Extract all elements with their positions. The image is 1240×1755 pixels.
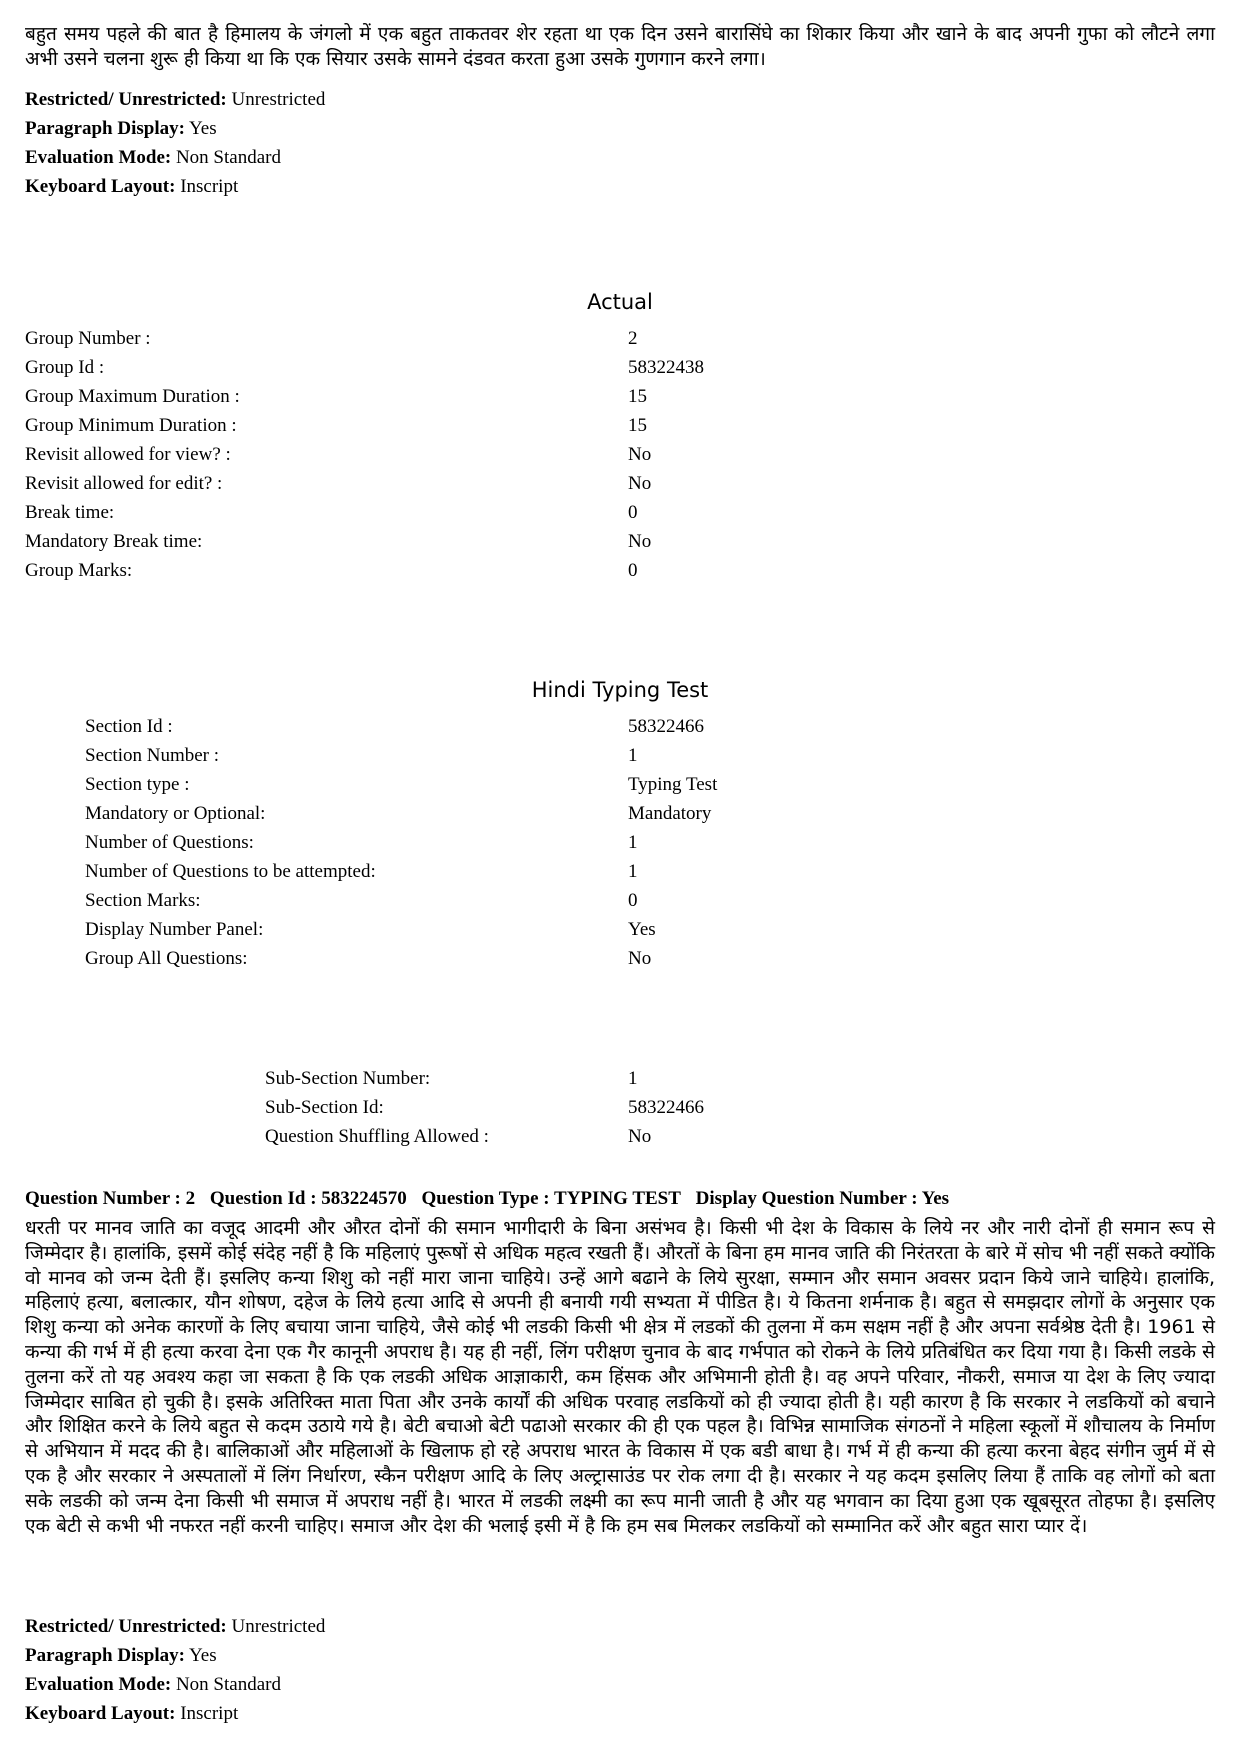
section-row: [85, 828, 785, 857]
display-question-number: Display Question Number : Yes: [695, 1188, 950, 1209]
meta-label: Keyboard Layout:: [25, 176, 176, 197]
section-label: Group All Questions:: [85, 948, 248, 969]
meta-label: Restricted/ Unrestricted:: [25, 1616, 227, 1637]
section-label: Display Number Panel:: [85, 919, 264, 940]
meta-row: [25, 1641, 325, 1670]
group-value: No: [628, 473, 652, 494]
meta-value: Non Standard: [175, 147, 281, 168]
group-value: No: [628, 531, 652, 552]
section-row: [85, 944, 785, 973]
subsection-label: Question Shuffling Allowed :: [265, 1126, 489, 1147]
meta-row: [25, 1670, 325, 1699]
section-row: [85, 712, 785, 741]
group-label: Group Marks:: [25, 560, 133, 581]
meta-row: [25, 172, 325, 201]
group-label: Group Maximum Duration :: [25, 386, 240, 407]
section-row: [85, 886, 785, 915]
group-value: 15: [628, 386, 647, 407]
section-label: Number of Questions:: [85, 832, 254, 853]
section-row: [85, 915, 785, 944]
meta-label: Restricted/ Unrestricted:: [25, 89, 227, 110]
meta-value: Unrestricted: [231, 89, 326, 110]
subsection-value: 1: [628, 1068, 638, 1089]
group-value: 2: [628, 328, 638, 349]
meta-label: Evaluation Mode:: [25, 1674, 172, 1695]
meta-label: Paragraph Display:: [25, 1645, 185, 1666]
group-row: [25, 440, 725, 469]
subsection-label: Sub-Section Id:: [265, 1097, 384, 1118]
meta-label: Paragraph Display:: [25, 118, 185, 139]
group-label: Group Id :: [25, 357, 105, 378]
section-label: Mandatory or Optional:: [85, 803, 266, 824]
meta-value: Non Standard: [175, 1674, 281, 1695]
meta-top: [25, 85, 325, 201]
section-value: 0: [628, 890, 638, 911]
section-label: Section Marks:: [85, 890, 201, 911]
section-title: Hindi Typing Test: [531, 678, 709, 702]
section-value: Mandatory: [628, 803, 712, 824]
question-id: Question Id : 583224570: [209, 1188, 407, 1209]
group-row: [25, 411, 725, 440]
subsection-row: [265, 1122, 765, 1151]
section-value: 58322466: [628, 716, 704, 737]
section-value: 1: [628, 745, 638, 766]
section-row: [85, 799, 785, 828]
meta-row: [25, 1612, 325, 1641]
group-label: Group Minimum Duration :: [25, 415, 237, 436]
meta-label: Evaluation Mode:: [25, 147, 172, 168]
group-value: 0: [628, 560, 638, 581]
subsection-value: No: [628, 1126, 652, 1147]
section-row: [85, 741, 785, 770]
group-details: [25, 324, 725, 585]
section-value: Yes: [628, 919, 656, 940]
subsection-value: 58322466: [628, 1097, 704, 1118]
section-label: Number of Questions to be attempted:: [85, 861, 376, 882]
group-value: 0: [628, 502, 638, 523]
meta-row: [25, 143, 325, 172]
meta-label: Keyboard Layout:: [25, 1703, 176, 1724]
group-label: Group Number :: [25, 328, 151, 349]
question-type: Question Type : TYPING TEST: [421, 1188, 681, 1209]
section-row: [85, 770, 785, 799]
group-row: [25, 324, 725, 353]
question-header: [25, 1188, 959, 1210]
group-row: [25, 498, 725, 527]
section-value: Typing Test: [628, 774, 718, 795]
subsection-row: [265, 1093, 765, 1122]
subsection-row: [265, 1064, 765, 1093]
meta-value: Unrestricted: [231, 1616, 326, 1637]
section-row: [85, 857, 785, 886]
section-label: Section Number :: [85, 745, 220, 766]
group-label: Mandatory Break time:: [25, 531, 203, 552]
group-value: 15: [628, 415, 647, 436]
subsection-label: Sub-Section Number:: [265, 1068, 431, 1089]
meta-row: [25, 114, 325, 143]
section-value: 1: [628, 861, 638, 882]
top-paragraph: बहुत समय पहले की बात है हिमालय के जंगलो में एक बहुत ताकतवर शेर रहता था एक दिन उसने बारासिंघे का शिकार किया और खाने के बाद अपनी गुफा को लौटने लगा अभी उसने चलना शुरू ही किया था कि एक सियार उसके सामने दंडवत करता हुआ उसके गुणगान करने लगा।: [25, 23, 1215, 70]
meta-value: Yes: [188, 1645, 217, 1666]
group-label: Revisit allowed for edit? :: [25, 473, 223, 494]
group-row: [25, 353, 725, 382]
group-title: Actual: [587, 290, 653, 314]
group-value: No: [628, 444, 652, 465]
group-row: [25, 527, 725, 556]
section-details: [85, 712, 785, 973]
meta-row: [25, 85, 325, 114]
group-row: [25, 556, 725, 585]
meta-value: Yes: [188, 118, 217, 139]
meta-value: Inscript: [180, 176, 239, 197]
section-value: 1: [628, 832, 638, 853]
section-value: No: [628, 948, 652, 969]
question-number: Question Number : 2: [25, 1188, 196, 1209]
group-row: [25, 382, 725, 411]
section-label: Section Id :: [85, 716, 173, 737]
meta-value: Inscript: [180, 1703, 239, 1724]
group-label: Revisit allowed for view? :: [25, 444, 231, 465]
section-label: Section type :: [85, 774, 190, 795]
subsection-details: [265, 1064, 765, 1151]
group-label: Break time:: [25, 502, 115, 523]
group-value: 58322438: [628, 357, 704, 378]
question-paragraph: धरती पर मानव जाति का वजूद आदमी और औरत दोनों की समान भागीदारी के बिना असंभव है। किसी भी देश के विकास के लिये नर और नारी दोनों ही समान रूप से जिम्मेदार है। हालांकि, इसमें कोई संदेह नहीं है कि महिलाएं पुरूषों से अधिक महत्व रखती हैं। औरतों के बिना हम मानव जाति की निरंतरता के बारे में सोच भी नहीं सकते क्योंकि वो मानव को जन्म देती हैं। इसलिए कन्या शिशु को नहीं मारा जाना चाहिये। उन्हें आगे बढाने के लिये सुरक्षा, सम्मान और समान अवसर प्रदान किये जाने चाहिये। हालांकि, महिलाएं हत्या, बलात्कार, यौन शोषण, दहेज के लिये हत्या आदि से अपनी ही बनायी गयी सभ्यता में पीडित है। ये कितना शर्मनाक है। बहुत से समझदार लोगों के अनुसार एक शिशु कन्या को अनेक कारणों के लिए बचाया जाना चाहिये, जैसे कोई भी लडकी किसी भी क्षेत्र में लडकों की तुलना में कम सक्षम नहीं है और अपना सर्वश्रेष्ठ देती है। 1961 से कन्या की गर्भ में ही हत्या करवा देना एक गैर कानूनी अपराध है। यह ही नहीं, लिंग परीक्षण चुनाव के बाद गर्भपात को रोकने के लिये प्रतिबंधित कर दिया गया है। किसी लडके से तुलना करें तो यह अवश्य कहा जा सकता है कि एक लडकी अधिक आज्ञाकारी, कम हिंसक और अभिमानी होती है। वह अपने परिवार, नौकरी, समाज या देश के लिए ज्यादा जिम्मेदार साबित हो चुकी है। इसके अतिरिक्त माता पिता और उनके कार्यों की अधिक परवाह लडकियों को ही ज्यादा होती है। यही कारण है कि सरकार ने लडकियों को बचाने और शिक्षित करने के लिये बहुत से कदम उठाये गये है। बेटी बचाओ बेटी पढाओ सरकार की ही एक पहल है। विभिन्न सामाजिक संगठनों ने महिला स्कूलों में शौचालय के निर्माण से अभियान में मदद की है। बालिकाओं और महिलाओं के खिलाफ हो रहे अपराध भारत के विकास में एक बडी बाधा है। गर्भ में ही कन्या की हत्या करना बेहद संगीन जुर्म में से एक है और सरकार ने अस्पतालों में लिंग निर्धारण, स्कैन परीक्षण आदि के लिए अल्ट्रासाउंड पर रोक लगा दी है। सरकार ने यह कदम इसलिए लिया हैं ताकि वह लोगों को बता सके लडकी को जन्म देना किसी भी समाज में अपराध नहीं है। भारत में लडकी लक्ष्मी का रूप मानी जाती है और यह भगवान का दिया हुआ एक खूबसूरत तोहफा है। इसलिए एक बेटी से कभी भी नफरत नहीं करनी चाहिए। समाज और देश की भलाई इसी में है कि हम सब मिलकर लडकियों को सम्मानित करें और बहुत सारा प्यार दें।: [25, 1217, 1215, 1537]
meta-row: [25, 1699, 325, 1728]
group-row: [25, 469, 725, 498]
meta-bottom: [25, 1612, 325, 1728]
